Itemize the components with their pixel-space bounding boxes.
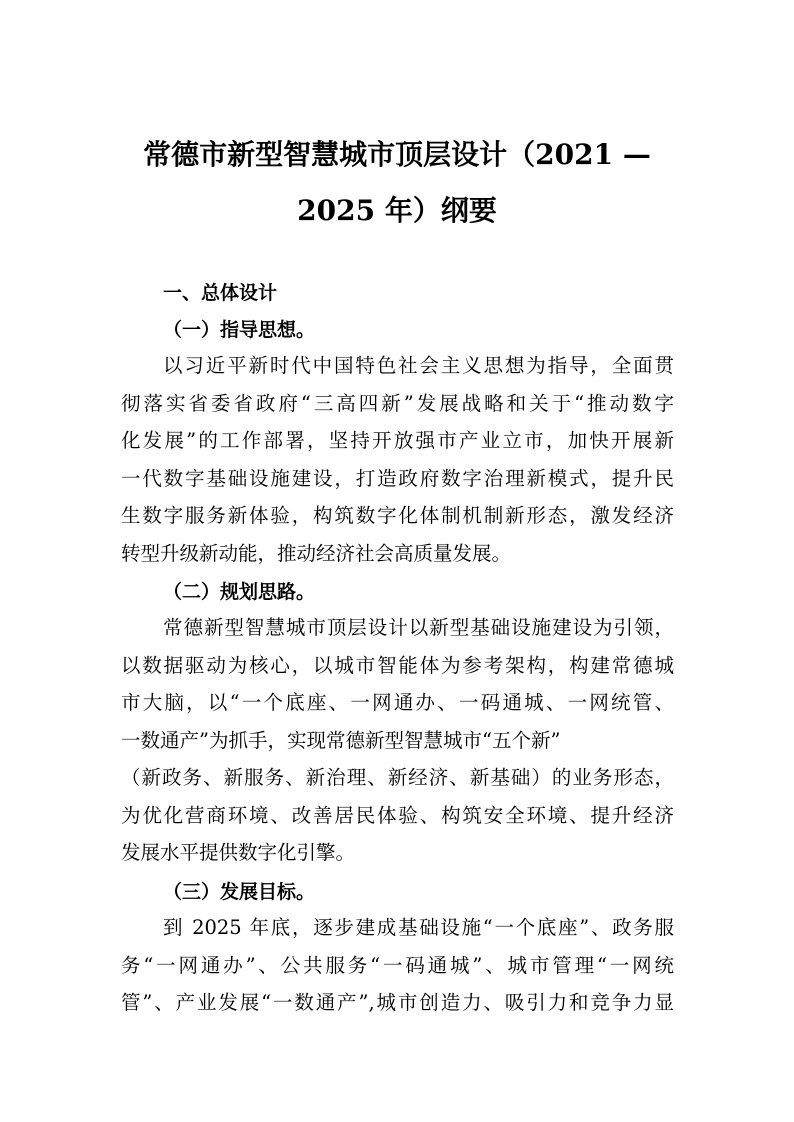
paragraph-line: 转型升级新动能，推动经济社会高质量发展。 xyxy=(121,541,512,565)
paragraph-line: 以习近平新时代中国特色社会主义思想为指导，全面贯 xyxy=(163,354,674,377)
document-title-line-2: 2025 年）纲要 xyxy=(297,194,497,227)
paragraph-line: 务“一网通办”、公共服务“一码通城”、城市管理“一网统 xyxy=(121,953,674,977)
paragraph-line: （新政务、新服务、新治理、新经济、新基础）的业务形态， xyxy=(121,766,674,789)
paragraph-line: 一数通产”为抓手，实现常德新型智慧城市“五个新” xyxy=(121,728,561,752)
paragraph-line: 生数字服务新体验，构筑数字化体制机制新形态，激发经济 xyxy=(121,504,674,527)
paragraph-line: 为优化营商环境、改善居民体验、构筑安全环境、提升经济 xyxy=(121,803,674,827)
paragraph-line: 发展水平提供数字化引擎。 xyxy=(121,841,356,864)
paragraph-line: 常德新型智慧城市顶层设计以新型基础设施建设为引领， xyxy=(163,616,674,639)
paragraph-planning-approach xyxy=(121,609,674,872)
document-title-line-1: 常德市新型智慧城市顶层设计（2021 — xyxy=(143,138,651,171)
paragraph-line: 管”、产业发展“一数通产”,城市创造力、吸引力和竞争力显 xyxy=(121,991,674,1014)
subsection-heading-guiding-ideology: （一）指导思想。 xyxy=(163,319,316,341)
paragraph-line: 市大脑，以“一个底座、一网通办、一码通城、一网统管、 xyxy=(121,691,674,714)
section-heading-overall-design: 一、总体设计 xyxy=(163,282,278,304)
paragraph-line: 以数据驱动为核心，以城市智能体为参考架构，构建常德城 xyxy=(121,653,674,677)
paragraph-line: 彻落实省委省政府“三高四新”发展战略和关于“推动数字 xyxy=(121,391,674,415)
paragraph-line: 到 2025 年底，逐步建成基础设施“一个底座”、政务服 xyxy=(163,916,674,939)
paragraph-line: 化发展”的工作部署，坚持开放强市产业立市，加快开展新 xyxy=(121,429,674,452)
paragraph-development-goals xyxy=(121,909,674,1022)
paragraph-guiding-ideology xyxy=(121,347,674,572)
paragraph-line: 一代数字基础设施建设，打造政府数字治理新模式，提升民 xyxy=(121,466,674,490)
subsection-heading-development-goals: （三）发展目标。 xyxy=(163,881,316,903)
subsection-heading-planning-approach: （二）规划思路。 xyxy=(163,581,316,603)
